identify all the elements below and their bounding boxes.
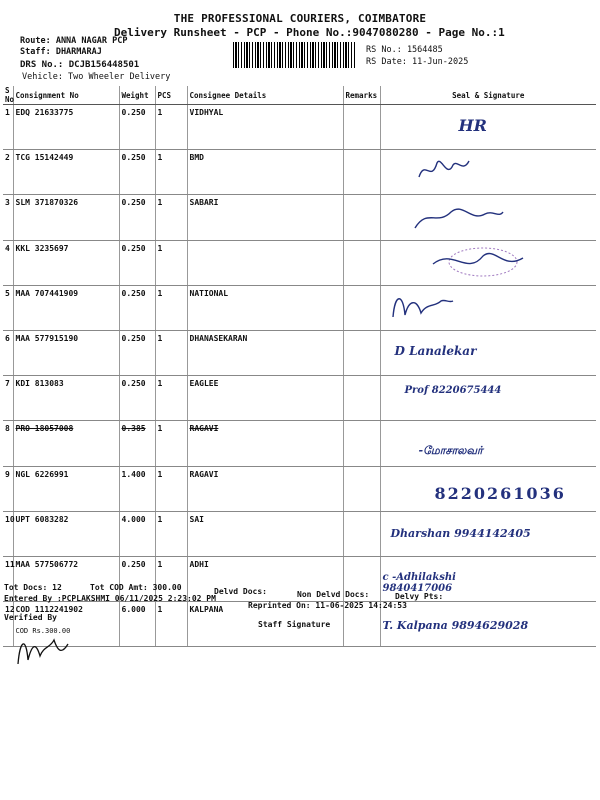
row-remarks — [343, 150, 380, 195]
row-sno: 8 — [3, 421, 13, 466]
signature-scribble — [387, 289, 457, 323]
handwritten-signature: Prof 8220675444 — [404, 385, 502, 397]
row-consignee: NATIONAL — [187, 285, 343, 330]
row-pcs: 1 — [155, 511, 187, 556]
row-weight: 0.250 — [119, 150, 155, 195]
vehicle-label: Vehicle: Two Wheeler Delivery — [22, 72, 171, 82]
col-pcs: PCS — [155, 86, 187, 105]
row-pcs: 1 — [155, 195, 187, 240]
row-signature — [380, 466, 596, 511]
rs-number: RS No.: 1564485 — [366, 45, 443, 55]
row-pcs: 1 — [155, 602, 187, 647]
row-pcs: 1 — [155, 376, 187, 421]
row-consignee: ADHI — [187, 556, 343, 601]
row-pcs: 1 — [155, 105, 187, 150]
row-signature — [380, 105, 596, 150]
handwritten-signature: HR — [458, 116, 487, 135]
row-consignment: PRO 18057008 — [13, 421, 119, 466]
handwritten-signature: D Lanalekar — [394, 343, 477, 358]
row-weight: 6.000 — [119, 602, 155, 647]
table-row — [3, 150, 596, 195]
handwritten-signature: Dharshan 9944142405 — [390, 526, 531, 540]
row-sno: 6 — [3, 330, 13, 375]
handwritten-phone: 8220261036 — [434, 483, 566, 503]
verifier-signature — [12, 630, 72, 670]
table-row — [3, 195, 596, 240]
row-sno: 2 — [3, 150, 13, 195]
row-remarks — [343, 511, 380, 556]
row-consignment: MAA 707441909 — [13, 285, 119, 330]
row-signature — [380, 285, 596, 330]
row-consignment: SLM 371870326 — [13, 195, 119, 240]
delivered-docs: Delvd Docs: — [214, 587, 267, 596]
row-pcs: 1 — [155, 556, 187, 601]
row-weight: 0.250 — [119, 240, 155, 285]
row-pcs: 1 — [155, 466, 187, 511]
rs-date: RS Date: 11-Jun-2025 — [366, 57, 469, 67]
col-weight: Weight — [119, 86, 155, 105]
row-consignee: EAGLEE — [187, 376, 343, 421]
row-pcs: 1 — [155, 421, 187, 466]
row-weight: 0.250 — [119, 285, 155, 330]
row-remarks — [343, 105, 380, 150]
row-sno: 11 — [3, 556, 13, 601]
row-signature — [380, 602, 596, 647]
row-pcs: 1 — [155, 240, 187, 285]
col-sno: S No — [5, 86, 15, 104]
stamp-icon — [423, 244, 533, 278]
row-signature — [380, 195, 596, 240]
row-weight: 1.400 — [119, 466, 155, 511]
row-consignment: KDI 813083 — [13, 376, 119, 421]
row-consignee: DHANASEKARAN — [187, 330, 343, 375]
row-remarks — [343, 466, 380, 511]
row-remarks — [343, 285, 380, 330]
row-sno: 4 — [3, 240, 13, 285]
route-label: Route: ANNA NAGAR PCP — [20, 36, 128, 46]
row-remarks — [343, 376, 380, 421]
row-signature — [380, 421, 596, 466]
row-consignee — [187, 240, 343, 285]
table-row — [3, 376, 596, 421]
row-weight: 0.250 — [119, 376, 155, 421]
col-signature: Seal & Signature — [380, 86, 596, 105]
reprinted-on: Reprinted On: 11-06-2025 14:24:53 — [248, 601, 407, 610]
row-consignment: UPT 6083282 — [13, 511, 119, 556]
row-consignee: SAI — [187, 511, 343, 556]
runsheet-title: Delivery Runsheet - PCP - Phone No.:9047080280 - Page No.:1 — [114, 26, 505, 39]
signature-scribble — [407, 198, 507, 232]
consignment-number: COD 1112241902 — [15, 605, 83, 615]
drs-number: DRS No.: DCJB156448501 — [20, 60, 140, 70]
row-remarks — [343, 195, 380, 240]
row-pcs: 1 — [155, 150, 187, 195]
verified-by-label: Verified By — [4, 613, 57, 622]
row-weight: 0.250 — [119, 195, 155, 240]
table-row — [3, 421, 596, 466]
row-consignee: RAGAVI — [187, 421, 343, 466]
row-consignment: MAA 577915190 — [13, 330, 119, 375]
row-remarks — [343, 421, 380, 466]
row-signature — [380, 376, 596, 421]
row-remarks — [343, 240, 380, 285]
row-weight: 0.250 — [119, 330, 155, 375]
row-consignment: EDQ 21633775 — [13, 105, 119, 150]
col-consignee: Consignee Details — [187, 86, 343, 105]
table-row — [3, 330, 596, 375]
row-consignment: NGL 6226991 — [13, 466, 119, 511]
runsheet-table — [3, 86, 596, 647]
table-row — [3, 466, 596, 511]
row-pcs: 1 — [155, 330, 187, 375]
entered-by: Entered By :PCPLAKSHMI 06/11/2025 2:23:02 PM — [4, 594, 216, 603]
row-remarks — [343, 330, 380, 375]
row-signature — [380, 240, 596, 285]
table-row — [3, 105, 596, 150]
row-sno: 9 — [3, 466, 13, 511]
row-consignee: KALPANA — [187, 602, 343, 647]
col-consignment: Consignment No — [13, 86, 119, 105]
table-row — [3, 511, 596, 556]
table-header-row — [3, 86, 596, 105]
row-weight: 0.250 — [119, 105, 155, 150]
row-weight: 4.000 — [119, 511, 155, 556]
table-row — [3, 285, 596, 330]
handwritten-signature: -மோசாலவர் — [418, 444, 483, 458]
handwritten-signature: T. Kalpana 9894629028 — [382, 619, 529, 633]
signature-scribble — [413, 153, 473, 187]
cod-note: COD Rs.300.00 — [15, 627, 71, 636]
row-consignee: VIDHYAL — [187, 105, 343, 150]
row-consignee: BMD — [187, 150, 343, 195]
row-signature — [380, 150, 596, 195]
row-pcs: 1 — [155, 285, 187, 330]
row-sno: 10 — [3, 511, 13, 556]
handwritten-signature: c -Adhilakshi 9840417006 — [382, 571, 456, 594]
row-consignee: RAGAVI — [187, 466, 343, 511]
row-sno: 12 — [3, 602, 13, 647]
row-sno: 3 — [3, 195, 13, 240]
barcode — [233, 42, 355, 68]
row-consignment: KKL 3235697 — [13, 240, 119, 285]
delivery-points: Delvy Pts: — [395, 592, 444, 601]
staff-signature-label: Staff Signature — [258, 620, 331, 629]
row-signature — [380, 511, 596, 556]
row-consignee: SABARI — [187, 195, 343, 240]
row-signature — [380, 330, 596, 375]
row-weight: 0.385 — [119, 421, 155, 466]
row-sno: 5 — [3, 285, 13, 330]
total-cod-amount: Tot COD Amt: 300.00 — [90, 583, 182, 592]
row-consignment: MAA 577506772 — [13, 556, 119, 601]
total-docs: Tot Docs: 12 — [4, 583, 62, 592]
table-row — [3, 240, 596, 285]
non-delivered-docs: Non Delvd Docs: — [297, 590, 370, 599]
row-sno: 7 — [3, 376, 13, 421]
row-sno: 1 — [3, 105, 13, 150]
company-name: THE PROFESSIONAL COURIERS, COIMBATORE — [173, 12, 427, 25]
row-consignment: TCG 15142449 — [13, 150, 119, 195]
staff-label: Staff: DHARMARAJ — [20, 47, 102, 57]
row-weight: 0.250 — [119, 556, 155, 601]
col-remarks: Remarks — [343, 86, 380, 105]
